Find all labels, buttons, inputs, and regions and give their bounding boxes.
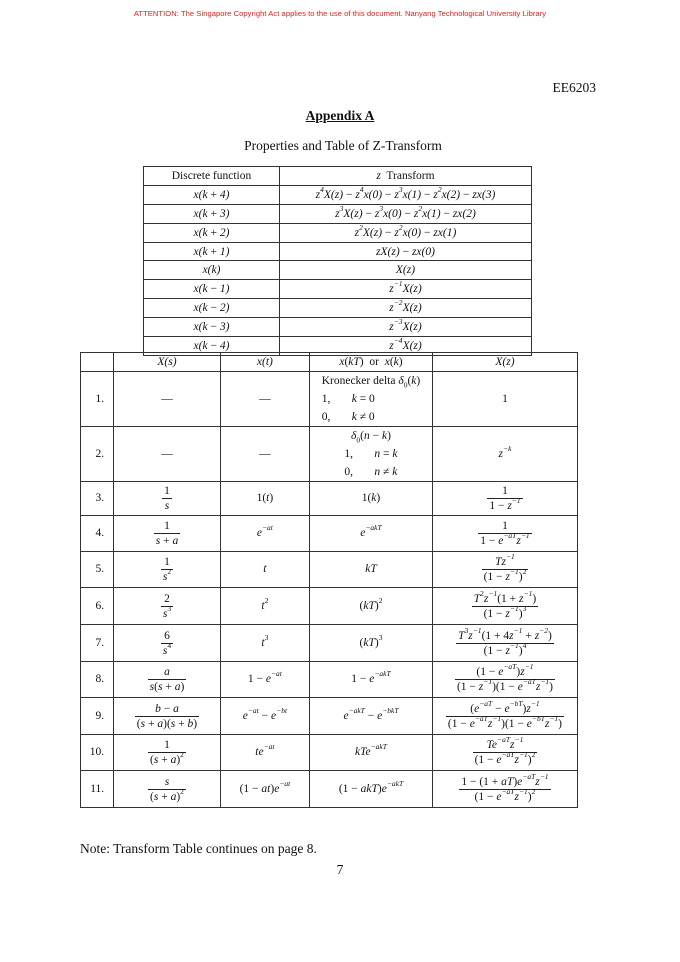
xk-cell: $e^{-akT} - e^{-bkT}$	[310, 698, 433, 735]
xt-cell: t	[220, 552, 309, 588]
xk-cell: $e^{-akT}$	[310, 516, 433, 552]
table-row	[81, 552, 578, 588]
row-number: 4.	[81, 516, 114, 552]
table-row	[81, 662, 578, 698]
xz-cell: 1	[432, 372, 577, 427]
xz-cell: $\frac{T^2z^{-1}(1 + z^{-1})}{(1 - z^{-1})^3}$	[432, 588, 577, 625]
table-row	[81, 516, 578, 552]
xs-cell: $\frac{a}{s(s + a)}$	[114, 662, 221, 698]
table-row	[144, 223, 532, 242]
xs-cell: $\frac{1}{s}$	[114, 482, 221, 516]
table-row	[144, 242, 532, 261]
page-subtitle: Properties and Table of Z-Transform	[244, 138, 442, 153]
z-transform: $z^2X(z) - z^2x(0) - zx(1)$	[280, 223, 532, 242]
header-index	[81, 353, 114, 372]
table-row	[144, 318, 532, 337]
xs-cell: —	[114, 372, 221, 427]
properties-table	[143, 166, 532, 356]
xs-cell: —	[114, 427, 221, 482]
copyright-notice: ATTENTION: The Singapore Copyright Act applies to the use of this document. Nanyang Technological University Library	[133, 9, 547, 18]
table-row	[81, 372, 578, 427]
xz-cell: $\frac{T^3z^{-1}(1 + 4z^{-1} + z^{-2})}{(1 - z^{-1})^4}$	[432, 625, 577, 662]
xs-cell: $\frac{1}{(s + a)^2}$	[114, 735, 221, 771]
table-row	[144, 280, 532, 299]
xt-cell: $e^{-at} - e^{-bt}$	[220, 698, 309, 735]
xk-cell: kT	[310, 552, 433, 588]
xs-cell: $\frac{2}{s^3}$	[114, 588, 221, 625]
xt-cell: $t^2$	[220, 588, 309, 625]
xk-cell: $1 - e^{-akT}$	[310, 662, 433, 698]
xz-cell: $\frac{Te^{-aT}z^{-1}}{(1 - e^{-aT}z^{-1})^2}$	[432, 735, 577, 771]
table-row	[81, 482, 578, 516]
page-number: 7	[336, 862, 344, 877]
row-number: 5.	[81, 552, 114, 588]
z-transform: $z^{-3}X(z)$	[280, 318, 532, 337]
discrete-fn: x(k + 4)	[144, 185, 280, 204]
discrete-fn: x(k + 1)	[144, 242, 280, 261]
table-row	[81, 771, 578, 808]
row-number: 7.	[81, 625, 114, 662]
xs-cell: $\frac{1}{s + a}$	[114, 516, 221, 552]
xk-cell: (kT)$^3$	[310, 625, 433, 662]
z-transform: zX(z) − zx(0)	[280, 242, 532, 261]
xt-cell: $te^{-at}$	[220, 735, 309, 771]
xz-cell: $\frac{(e^{-aT} - e^{-bT})z^{-1}}{(1 - e^{-aT}z^{-1})(1 - e^{-bT}z^{-1})}$	[432, 698, 577, 735]
z-transform: $z^3X(z) - z^3x(0) - z^2x(1) - zx(2)$	[280, 204, 532, 223]
discrete-fn: x(k + 2)	[144, 223, 280, 242]
row-number: 9.	[81, 698, 114, 735]
xt-cell: $(1 - at)e^{-at}$	[220, 771, 309, 808]
row-number: 10.	[81, 735, 114, 771]
xk-cell: 1(k)	[310, 482, 433, 516]
xt-cell: —	[220, 427, 309, 482]
table-row	[81, 698, 578, 735]
xz-cell: $\frac{1}{1 - z^{-1}}$	[432, 482, 577, 516]
header-xk: x(kT) or x(k)	[310, 353, 433, 372]
appendix-title: Appendix A	[305, 108, 375, 123]
properties-header-discrete: Discrete function	[144, 167, 280, 186]
xz-cell: $\frac{Tz^{-1}}{(1 - z^{-1})^2}$	[432, 552, 577, 588]
row-number: 2.	[81, 427, 114, 482]
properties-header-ztransform: z Transform	[280, 167, 532, 186]
table-row	[144, 204, 532, 223]
ztable-header-row	[81, 353, 578, 372]
xk-cell: kTe$^{-akT}$	[310, 735, 433, 771]
xs-cell: $\frac{b - a}{(s + a)(s + b)}$	[114, 698, 221, 735]
table-row	[81, 588, 578, 625]
row-number: 6.	[81, 588, 114, 625]
discrete-fn: x(k − 1)	[144, 280, 280, 299]
table-row	[81, 735, 578, 771]
row-number: 8.	[81, 662, 114, 698]
xz-cell: $\frac{1}{1 - e^{-aT}z^{-1}}$	[432, 516, 577, 552]
z-transform: $z^4X(z) - z^4x(0) - z^3x(1) - z^2x(2) - zx(3)$	[280, 185, 532, 204]
xk-cell: (kT)$^2$	[310, 588, 433, 625]
discrete-fn: x(k − 3)	[144, 318, 280, 337]
xt-cell: $e^{-at}$	[220, 516, 309, 552]
discrete-fn: x(k)	[144, 261, 280, 280]
discrete-fn: x(k + 3)	[144, 204, 280, 223]
z-transform: $z^{-1}X(z)$	[280, 280, 532, 299]
table-row	[144, 185, 532, 204]
z-transform: $z^{-4}X(z)$	[280, 337, 532, 356]
row-number: 3.	[81, 482, 114, 516]
header-xt: x(t)	[220, 353, 309, 372]
properties-header-row	[144, 167, 532, 186]
discrete-fn: x(k − 2)	[144, 299, 280, 318]
xk-cell: Kronecker delta $\delta_0(k)$ 1, k = 0 0, k ≠ 0	[310, 372, 433, 427]
z-transform-table	[80, 352, 578, 808]
xs-cell: $\frac{1}{s^2}$	[114, 552, 221, 588]
xz-cell: $z^{-k}$	[432, 427, 577, 482]
xz-cell: $\frac{1 - (1 + aT)e^{-aT}z^{-1}}{(1 - e^{-aT}z^{-1})^2}$	[432, 771, 577, 808]
z-transform: $z^{-2}X(z)$	[280, 299, 532, 318]
table-row	[81, 427, 578, 482]
xs-cell: $\frac{s}{(s + a)^2}$	[114, 771, 221, 808]
xz-cell: $\frac{(1 - e^{-aT})z^{-1}}{(1 - z^{-1})(1 - e^{-aT}z^{-1})}$	[432, 662, 577, 698]
header-xs: X(s)	[114, 353, 221, 372]
z-transform: X(z)	[280, 261, 532, 280]
header-xz: X(z)	[432, 353, 577, 372]
xk-cell: $(1 - akT)e^{-akT}$	[310, 771, 433, 808]
xt-cell: —	[220, 372, 309, 427]
xt-cell: $1 - e^{-at}$	[220, 662, 309, 698]
discrete-fn: x(k − 4)	[144, 337, 280, 356]
table-row	[81, 625, 578, 662]
row-number: 11.	[81, 771, 114, 808]
table-row	[144, 299, 532, 318]
table-row	[144, 261, 532, 280]
xk-cell: $\delta_0(n - k)$ 1, n = k 0, n ≠ k	[310, 427, 433, 482]
xs-cell: $\frac{6}{s^4}$	[114, 625, 221, 662]
row-number: 1.	[81, 372, 114, 427]
continuation-note: Note: Transform Table continues on page 8.	[80, 841, 317, 856]
xt-cell: 1(t)	[220, 482, 309, 516]
course-code: EE6203	[552, 80, 596, 95]
xt-cell: $t^3$	[220, 625, 309, 662]
